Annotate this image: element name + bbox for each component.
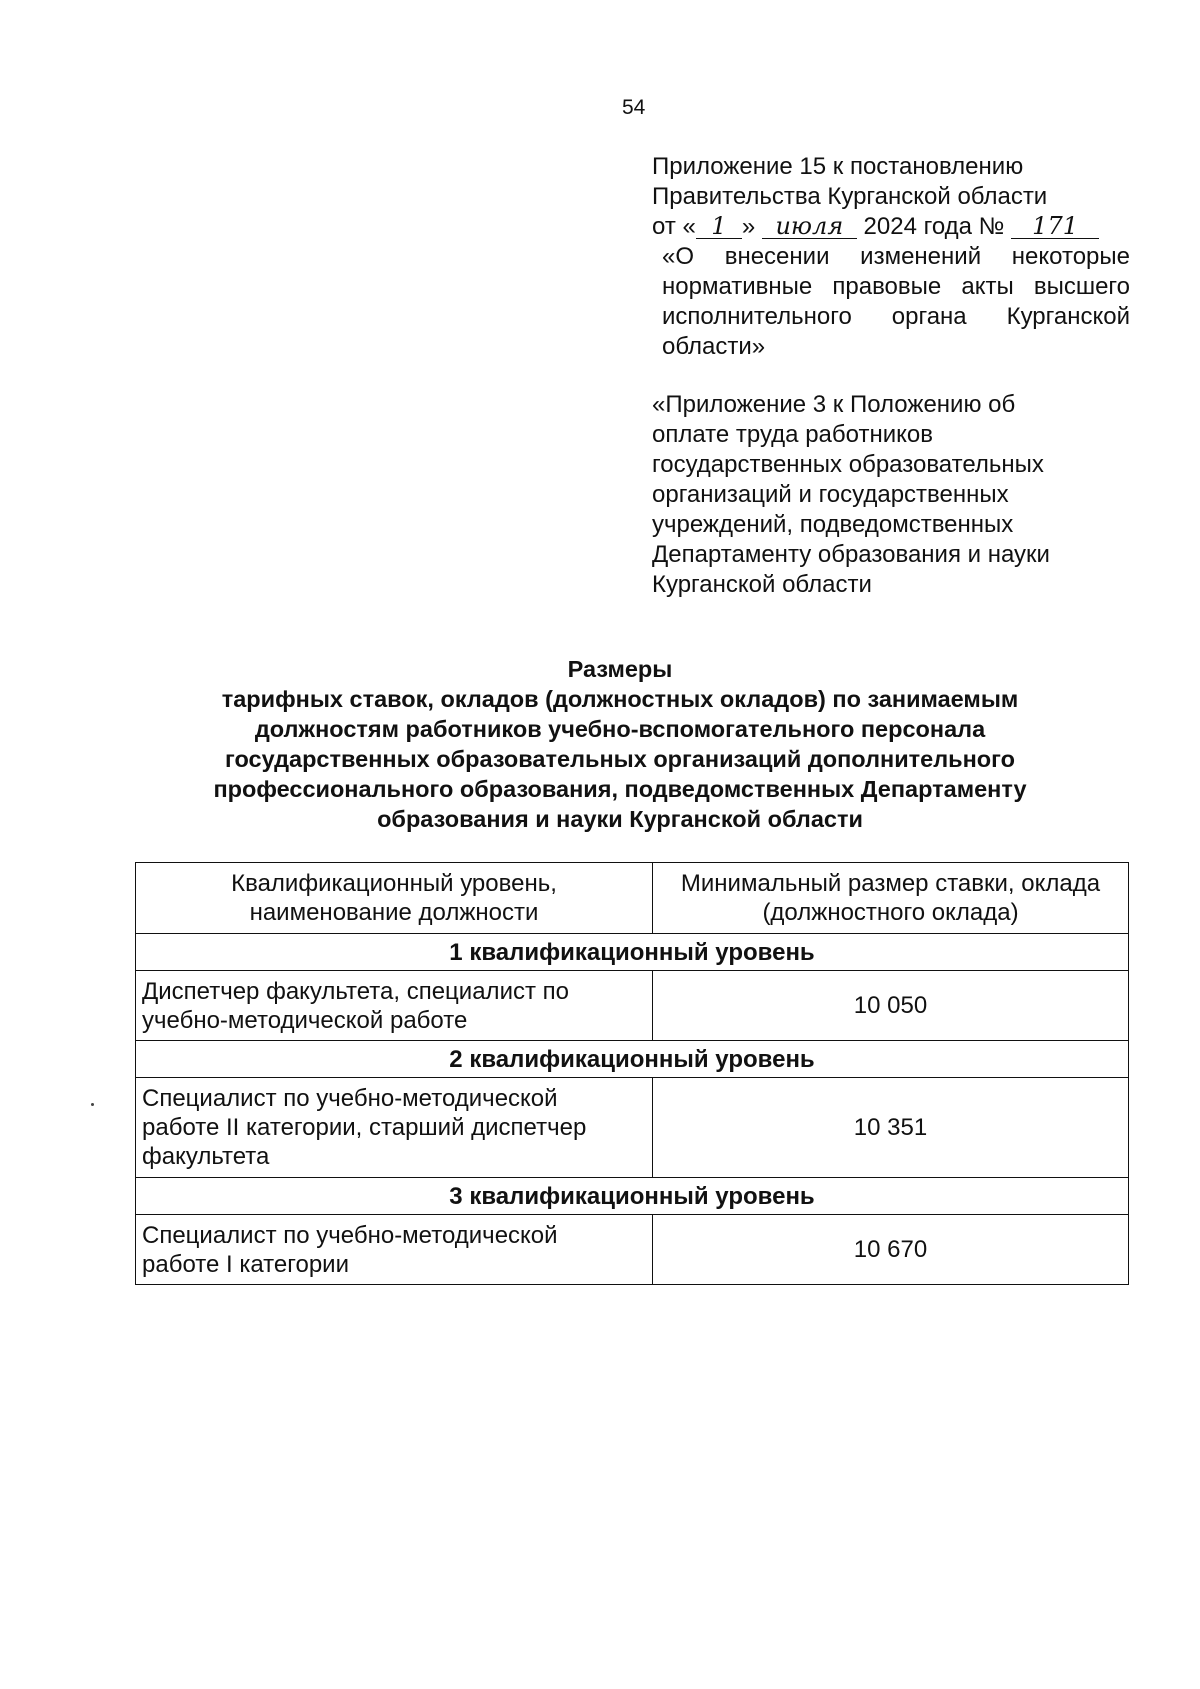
table-header-row [136, 863, 1129, 934]
regulation-line-2: оплате труда работников [652, 421, 933, 448]
regulation-line-6: Департаменту образования и науки [652, 541, 1050, 568]
quote-close: » [741, 213, 756, 240]
header-salary [653, 863, 1129, 934]
heading-line-4: государственных образовательных организаций дополнительного [225, 746, 1015, 772]
salary-cell: 10 050 [653, 971, 1129, 1041]
position-line: факультета [142, 1143, 270, 1170]
regulation-reference [652, 390, 1122, 600]
header-salary-line-1: Минимальный размер ставки, оклада [680, 870, 1101, 897]
amendment-line-3: исполнительного органа Курганской [662, 303, 1130, 330]
page-number: 54 [622, 96, 646, 119]
heading-line-6: образования и науки Курганской области [377, 806, 863, 832]
level-row [136, 934, 1129, 971]
position-cell [136, 1078, 653, 1178]
regulation-line-7: Курганской области [652, 571, 872, 598]
amendment-line-2: нормативные правовые акты высшего [662, 273, 1130, 300]
heading-line-5: профессионального образования, подведомственных Департаменту [213, 776, 1027, 802]
scan-speck [91, 1103, 94, 1106]
handwritten-number: 171 [1011, 214, 1099, 239]
regulation-line-5: учреждений, подведомственных [652, 511, 1014, 538]
level-title: 2 квалификационный уровень [136, 1041, 1129, 1078]
salary-rates-table [135, 862, 1129, 1285]
appendix-date-line [652, 212, 1130, 242]
position-line: Специалист по учебно-методической [142, 1085, 558, 1112]
from-prefix: от « [652, 213, 696, 240]
heading-line-3: должностям работников учебно-вспомогательного персонала [254, 716, 986, 742]
position-line: Диспетчер факультета, специалист по [142, 977, 569, 1005]
position-line: работе II категории, старший диспетчер [142, 1114, 587, 1141]
amendment-line-1: «О внесении изменений некоторые [662, 243, 1130, 270]
regulation-line-4: организаций и государственных [652, 481, 1009, 508]
header-position-line-2: наименование должности [249, 899, 539, 926]
appendix-header [652, 152, 1130, 362]
level-row [136, 1041, 1129, 1078]
regulation-line-1: «Приложение 3 к Положению об [652, 391, 1016, 418]
appendix-line-2: Правительства Курганской области [652, 183, 1048, 210]
document-heading [150, 654, 1090, 834]
position-line: работе I категории [142, 1250, 349, 1278]
table-row [136, 1215, 1129, 1285]
header-position [136, 863, 653, 934]
table-row [136, 1078, 1129, 1178]
appendix-line-1: Приложение 15 к постановлению [652, 153, 1024, 180]
year-text: 2024 года № [863, 213, 1005, 240]
level-title: 3 квалификационный уровень [136, 1178, 1129, 1215]
amendment-line-4: области» [662, 333, 766, 360]
heading-title: Размеры [567, 656, 673, 682]
position-line: Специалист по учебно-методической [142, 1221, 558, 1249]
heading-line-2: тарифных ставок, окладов (должностных окладов) по занимаемым [221, 686, 1019, 712]
handwritten-day: 1 [696, 214, 742, 239]
regulation-line-3: государственных образовательных [652, 451, 1044, 478]
header-position-line-1: Квалификационный уровень, [231, 870, 557, 897]
header-salary-line-2: (должностного оклада) [762, 899, 1019, 926]
level-row [136, 1178, 1129, 1215]
position-cell [136, 1215, 653, 1285]
level-title: 1 квалификационный уровень [136, 934, 1129, 971]
table-row [136, 971, 1129, 1041]
position-cell [136, 971, 653, 1041]
handwritten-month: июля [762, 214, 857, 239]
position-line: учебно-методической работе [142, 1006, 468, 1034]
salary-cell: 10 351 [653, 1078, 1129, 1178]
salary-cell: 10 670 [653, 1215, 1129, 1285]
